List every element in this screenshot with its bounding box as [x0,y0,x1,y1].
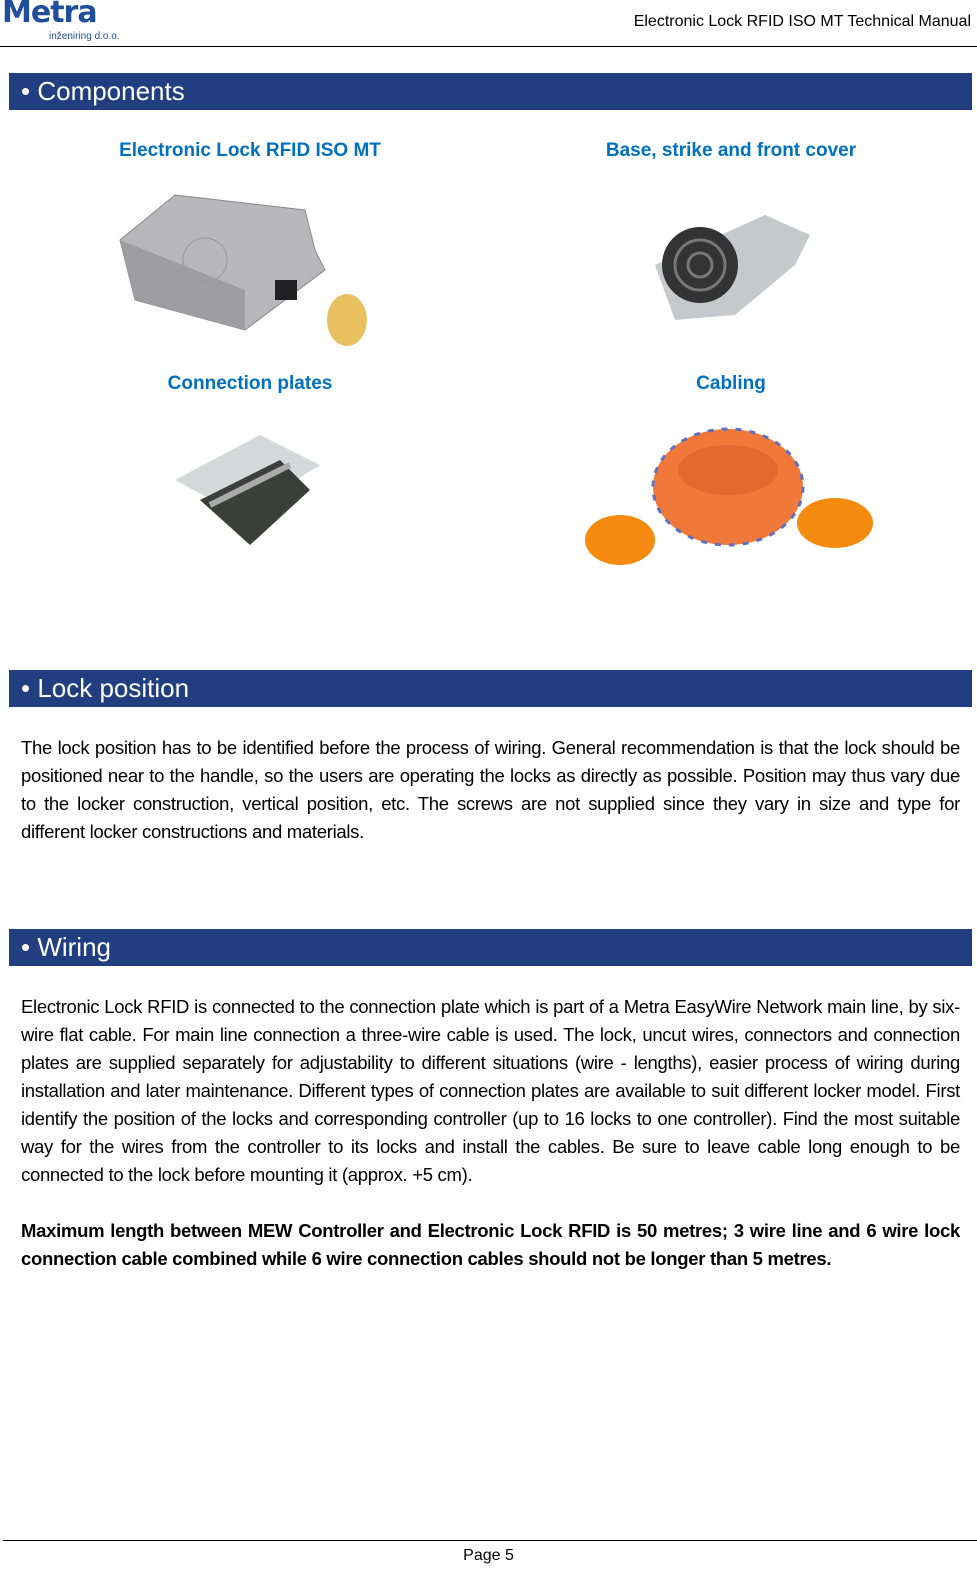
footer-divider [3,1540,977,1541]
cabling-image [580,415,880,575]
caption-base: Base, strike and front cover [605,140,857,161]
connection-plates-image [170,430,325,555]
caption-lock: Electronic Lock RFID ISO MT [119,140,381,161]
wiring-note: Maximum length between MEW Controller and Electronic Lock RFID is 50 metres; 3 wire line and 6 wire lock connection cable combined while 6 wire connection cables should not be longer than 5 metres. [21,1220,960,1269]
lock-image [105,180,390,370]
caption-plates: Connection plates [167,373,333,394]
lock-position-body [21,734,960,846]
section-heading-lock-position: • Lock position [9,670,972,707]
header-divider [0,46,977,47]
section-heading-wiring: • Wiring [9,929,972,966]
section-heading-components: • Components [9,73,972,110]
base-strike-image [645,205,815,330]
wiring-body [21,993,960,1273]
caption-cabling: Cabling [696,373,766,394]
lock-position-paragraph: The lock position has to be identified before the process of wiring. General recommendation is that the lock should be positioned near to the handle, so the users are operating the locks as directly as possible. Position may thus vary due to the locker construction, vertical position, etc. The screws are not supplied since they vary in size and type for different locker constructions and materials. [21,737,960,842]
wiring-paragraph: Electronic Lock RFID is connected to the connection plate which is part of a Metra EasyWire Network main line, by six-wire flat cable. For main line connection a three-wire cable is used. The lock, uncut wires, connectors and connection plates are supplied separately for adjustability to different situations (wire - lengths), easier process of wiring during installation and later maintenance. Different types of connection plates are available to suit different locker model. First identify the position of the locks and corresponding controller (up to 16 locks to one controller). Find the most suitable way for the wires from the controller to its locks and install the cables. Be sure to leave cable long enough to be connected to the lock before mounting it (approx. +5 cm). [21,996,960,1185]
document-title: Electronic Lock RFID ISO MT Technical Manual [633,13,971,30]
metra-logo [2,0,132,44]
logo-text: Metra [2,0,97,30]
logo-subtitle: inženiring d.o.o. [49,31,120,42]
page-number: Page 5 [463,1547,514,1564]
